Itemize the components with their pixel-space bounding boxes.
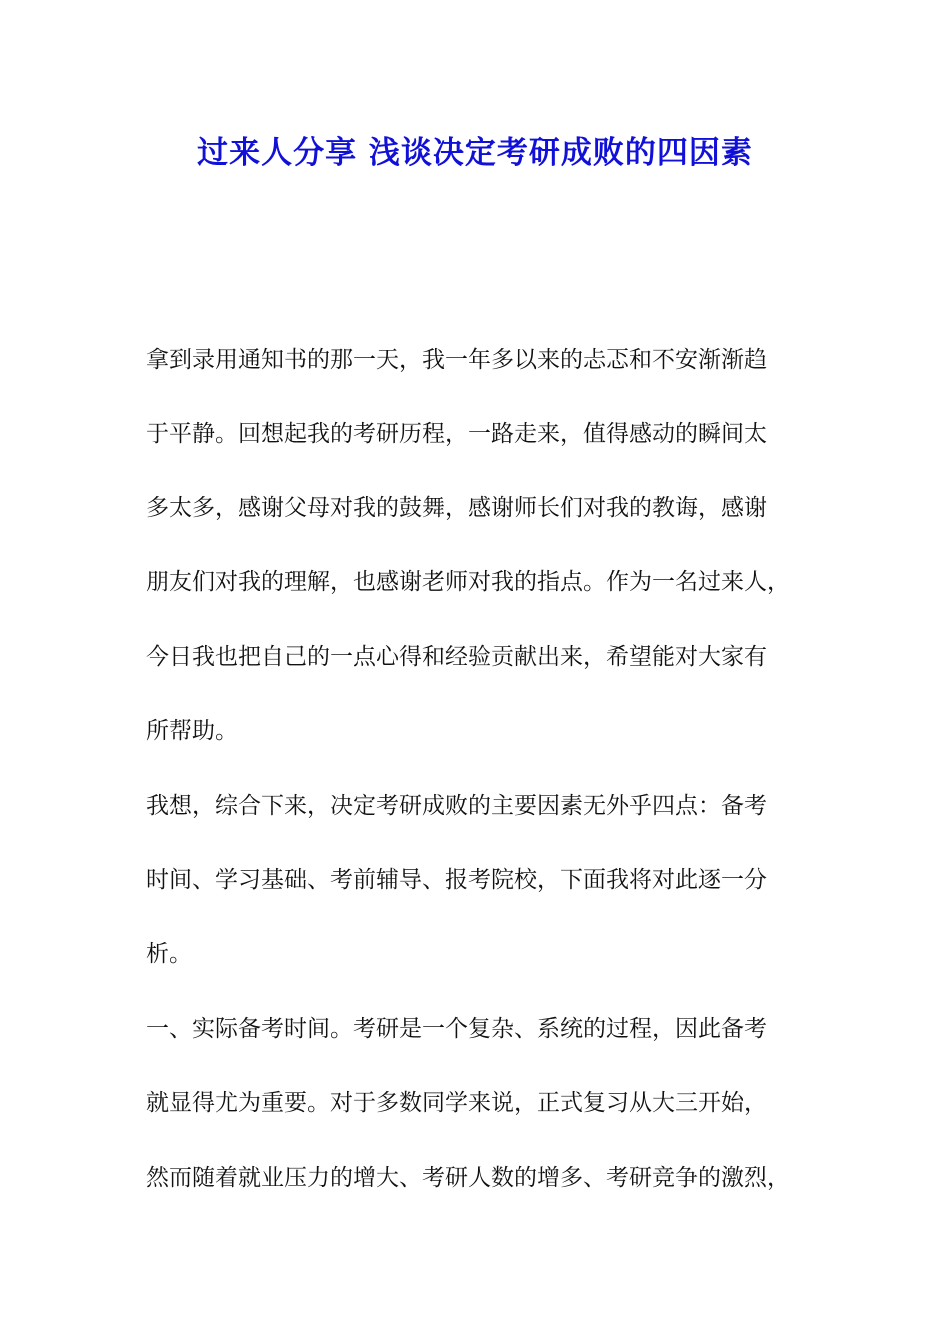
paragraph-line: 一、实际备考时间。考研是一个复杂、系统的过程，因此备考 xyxy=(146,1016,767,1042)
paragraph-line: 我想，综合下来，决定考研成败的主要因素无外乎四点：备考 xyxy=(146,793,767,819)
paragraph-line: 多太多，感谢父母对我的鼓舞，感谢师长们对我的教诲，感谢 xyxy=(146,495,767,521)
document-title: 过来人分享 浅谈决定考研成败的四因素 xyxy=(197,135,753,171)
paragraph-line: 时间、学习基础、考前辅导、报考院校，下面我将对此逐一分 xyxy=(146,867,767,893)
paragraph-line: 然而随着就业压力的增大、考研人数的增多、考研竞争的激烈， xyxy=(146,1165,790,1191)
paragraph-line: 所帮助。 xyxy=(146,718,238,744)
paragraph-line: 于平静。回想起我的考研历程，一路走来，值得感动的瞬间太 xyxy=(146,421,767,447)
paragraph-line: 今日我也把自己的一点心得和经验贡献出来，希望能对大家有 xyxy=(146,644,767,670)
paragraph-line: 拿到录用通知书的那一天，我一年多以来的忐忑和不安渐渐趋 xyxy=(146,347,767,373)
paragraph-line: 朋友们对我的理解，也感谢老师对我的指点。作为一名过来人， xyxy=(146,569,790,595)
paragraph-line: 析。 xyxy=(146,941,192,967)
paragraph-line: 就显得尤为重要。对于多数同学来说，正式复习从大三开始， xyxy=(146,1090,767,1116)
